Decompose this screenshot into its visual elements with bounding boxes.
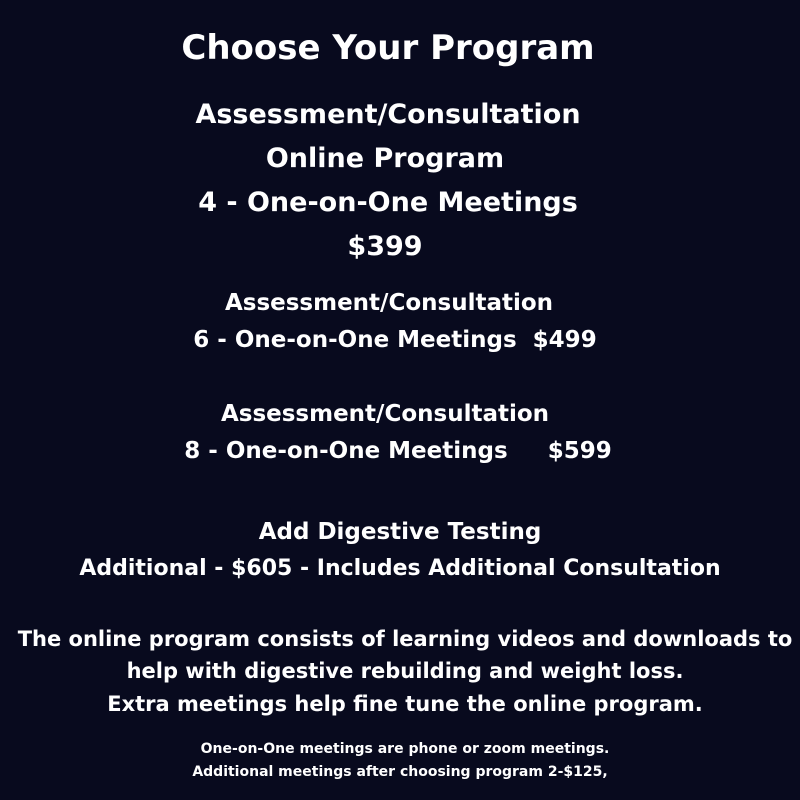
description-line-2: help with digestive rebuilding and weight loss. (126, 659, 684, 683)
program3-meetings-price: 8 - One-on-One Meetings $599 (184, 438, 612, 464)
description-line-3: Extra meetings help fine tune the online program. (107, 692, 703, 716)
program1-price: $399 (347, 231, 423, 262)
program3-title: Assessment/Consultation (220, 401, 550, 427)
program1-meetings: 4 - One-on-One Meetings (198, 187, 578, 218)
addon-title: Add Digestive Testing (258, 519, 542, 545)
program1-subtitle: Online Program (265, 143, 505, 174)
page-title: Choose Your Program (181, 28, 595, 68)
program2-meetings-price: 6 - One-on-One Meetings $499 (193, 327, 597, 353)
addon-details: Additional - $605 - Includes Additional Consultation (79, 556, 721, 581)
description-line-1: The online program consists of learning videos and downloads to (17, 627, 793, 651)
program1-title: Assessment/Consultation (195, 99, 581, 130)
program2-title: Assessment/Consultation (224, 290, 554, 316)
note-line-1: One-on-One meetings are phone or zoom meetings. (200, 741, 610, 757)
note-line-2: Additional meetings after choosing program 2-$125, (192, 764, 608, 780)
